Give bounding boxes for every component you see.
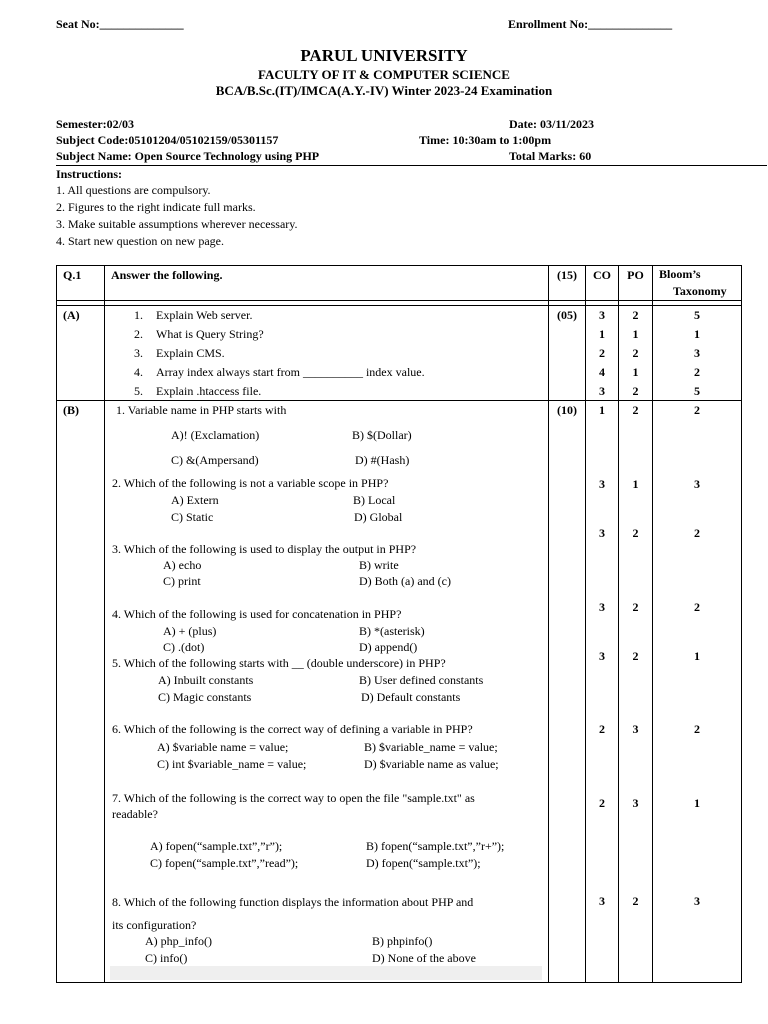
po-value: 1 [632,365,639,379]
mcq-option: B) $variable_name = value; [364,740,498,754]
co-value: 3 [599,526,605,540]
bloom-value: 1 [694,327,700,341]
mcq-option: B) write [359,558,399,572]
question-text: Explain Web server. [156,308,253,322]
po-value: 3 [632,722,639,736]
instruction-item: 4. Start new question on new page. [56,234,224,248]
mcq-option: C) fopen(“sample.txt”,”read”); [150,856,299,870]
mcq-option: C) info() [145,951,188,965]
mcq-question: 1. Variable name in PHP starts with [116,403,287,417]
co-value: 1 [599,403,605,417]
question-text: Explain .htaccess file. [156,384,262,398]
mcq-question: 5. Which of the following starts with __ (double underscore) in PHP? [112,656,446,670]
question-index: 2. [134,327,143,341]
co-value: 1 [599,327,605,341]
po-value: 2 [632,384,639,398]
mcq-option: A) fopen(“sample.txt”,”r”); [150,839,283,853]
mcq-question-cont: readable? [112,807,158,821]
mcq-option: B) phpinfo() [372,934,433,948]
exam-time: Time: 10:30am to 1:00pm [419,133,552,147]
mcq-option: C) &(Ampersand) [171,453,259,467]
question-heading: Answer the following. [111,268,223,282]
semester: Semester:02/03 [56,117,134,131]
exam-title: BCA/B.Sc.(IT)/IMCA(A.Y.-IV) Winter 2023-24 Examination [215,83,553,98]
subject-name: Subject Name: Open Source Technology using PHP [56,149,320,163]
mcq-option: D) Both (a) and (c) [359,574,451,588]
mcq-option: A) echo [163,558,202,572]
question-text: Array index always start from __________ index value. [156,365,425,379]
question-number: Q.1 [63,268,82,282]
mcq-option: D) $variable name as value; [364,757,499,771]
question-text: Explain CMS. [156,346,225,360]
mcq-option: C) print [163,574,201,588]
po-value: 2 [632,526,639,540]
mcq-option: B) $(Dollar) [352,428,412,442]
total-marks: Total Marks: 60 [509,149,592,163]
exam-date: Date: 03/11/2023 [509,117,594,131]
mcq-option: D) append() [359,640,418,654]
bloom-value: 3 [694,346,700,360]
mcq-option: B) *(asterisk) [359,624,425,638]
co-value: 3 [599,600,605,614]
bloom-value: 3 [694,477,700,491]
seat-no: Seat No:______________ [56,17,184,31]
po-value: 3 [632,796,639,810]
mcq-option: A) Extern [171,493,219,507]
po-value: 1 [632,477,639,491]
po-value: 2 [632,600,639,614]
instruction-item: 3. Make suitable assumptions wherever necessary. [56,217,298,231]
po-value: 2 [632,308,639,322]
mcq-question: 4. Which of the following is used for concatenation in PHP? [112,607,402,621]
bloom-value: 2 [694,526,700,540]
po-value: 1 [632,327,639,341]
mcq-option: C) int $variable_name = value; [157,757,307,771]
mcq-option: D) #(Hash) [355,453,410,467]
blooms-heading: Bloom’s [659,267,701,281]
bloom-value: 2 [694,722,700,736]
co-value: 3 [599,308,605,322]
co-value: 3 [599,894,605,908]
mcq-option: A) $variable name = value; [157,740,289,754]
co-value: 4 [599,365,605,379]
instruction-item: 1. All questions are compulsory. [56,183,211,197]
bloom-value: 2 [694,403,700,417]
mcq-option: B) fopen(“sample.txt”,”r+”); [366,839,505,853]
po-value: 2 [632,894,639,908]
university-title: PARUL UNIVERSITY [300,46,468,65]
mcq-question: 7. Which of the following is the correct way to open the file "sample.txt" as [112,791,475,805]
mcq-option: A) php_info() [145,934,212,948]
instruction-item: 2. Figures to the right indicate full marks. [56,200,256,214]
co-heading: CO [593,268,611,282]
bloom-value: 3 [694,894,700,908]
bloom-value: 5 [694,308,700,322]
header-divider [56,165,767,166]
co-value: 2 [599,796,605,810]
co-value: 3 [599,384,605,398]
mcq-option: D) None of the above [372,951,476,965]
bloom-value: 2 [694,600,700,614]
mcq-question: 6. Which of the following is the correct way of defining a variable in PHP? [112,722,473,736]
co-value: 3 [599,649,605,663]
bloom-value: 2 [694,365,700,379]
question-index: 1. [134,308,143,322]
po-value: 2 [632,346,639,360]
mcq-option: D) Default constants [361,690,461,704]
question-index: 3. [134,346,143,360]
section-b-label: (B) [63,403,79,417]
mcq-option: C) .(dot) [163,640,205,654]
section-b-marks: (10) [557,403,577,417]
marks-heading: (15) [557,268,577,282]
mcq-option: B) Local [353,493,396,507]
subject-code: Subject Code:05101204/05102159/05301157 [56,133,279,147]
co-value: 2 [599,346,605,360]
section-a-marks: (05) [557,308,577,322]
faculty-title: FACULTY OF IT & COMPUTER SCIENCE [258,67,510,82]
mcq-option: D) fopen(“sample.txt”); [366,856,481,870]
co-value: 2 [599,722,605,736]
section-a-label: (A) [63,308,80,322]
mcq-option: B) User defined constants [359,673,484,687]
mcq-option: C) Magic constants [158,690,252,704]
mcq-option: D) Global [354,510,403,524]
mcq-option: A) Inbuilt constants [158,673,254,687]
mcq-question: 3. Which of the following is used to display the output in PHP? [112,542,417,556]
co-value: 3 [599,477,605,491]
enrollment-no: Enrollment No:______________ [508,17,673,31]
question-index: 5. [134,384,143,398]
bloom-value: 1 [694,796,700,810]
bloom-value: 5 [694,384,700,398]
instructions-title: Instructions: [56,167,123,181]
po-value: 2 [632,649,639,663]
question-index: 4. [134,365,143,379]
mcq-question-cont: its configuration? [112,918,197,932]
mcq-question: 8. Which of the following function displays the information about PHP and [112,895,474,909]
question-text: What is Query String? [156,327,264,341]
mcq-option: C) Static [171,510,214,524]
bloom-value: 1 [694,649,700,663]
mcq-question: 2. Which of the following is not a variable scope in PHP? [112,476,389,490]
taxonomy-heading: Taxonomy [673,284,727,298]
po-heading: PO [627,268,644,282]
mcq-option: A) + (plus) [163,624,217,638]
mcq-option: A)! (Exclamation) [171,428,260,442]
po-value: 2 [632,403,639,417]
